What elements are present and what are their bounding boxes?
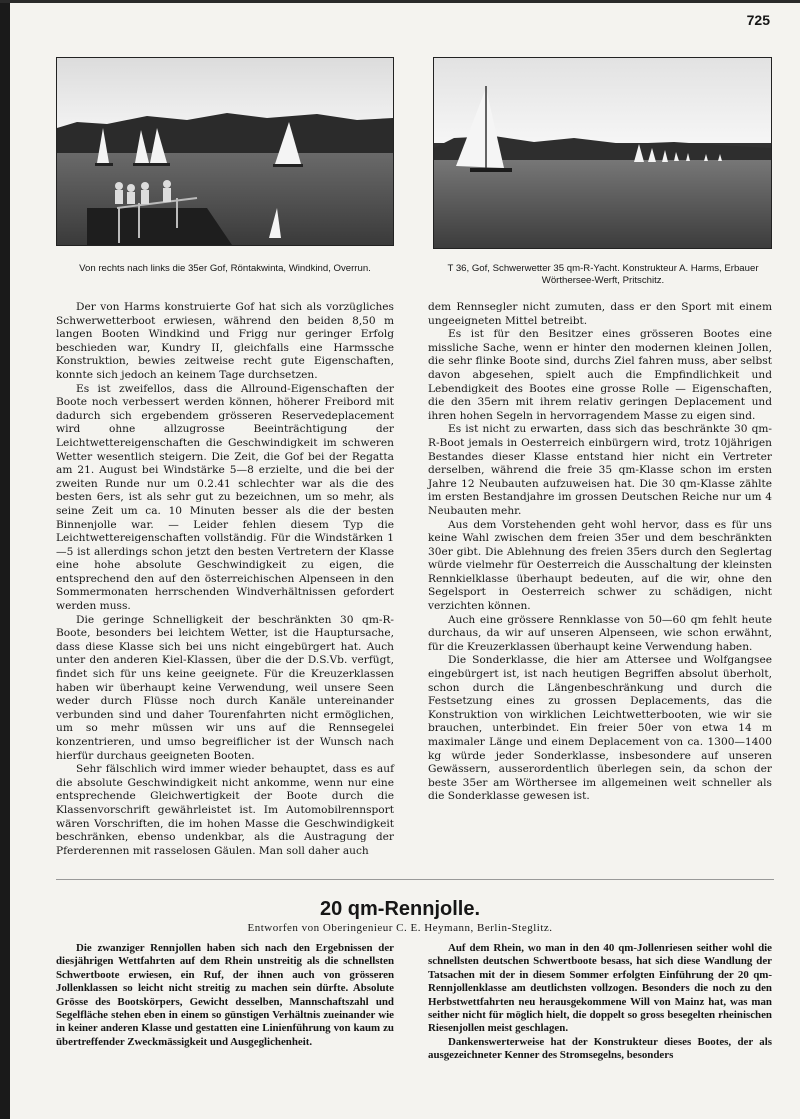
section-title: 20 qm-Rennjolle.: [319, 898, 481, 920]
photo-sailing-yacht: [433, 57, 772, 249]
paragraph: Es ist für den Besitzer eines grösseren Bootes eine missliche Sache, wenn er hinter den modernen kleinen Jollen, die sehr flinke Boote sind, durchs Ziel fahren muss, aber selbst davon abgesehen, spielt auch die Empfindlichkeit und Lebendigkeit des Bootes eine grosse Rolle — Eigenschaften, die den 35ern mit ihrem relativ geringen Deplacement und ihren hohen Segeln in hervorragendem Masse zu eigen sind.: [428, 328, 772, 422]
paragraph: Dankenswerterweise hat der Konstrukteur dieses Bootes, der als ausgezeichneter Kenner des Stromsegelns, besonders: [428, 1035, 772, 1062]
paragraph: Die zwanziger Rennjollen haben sich nach den Ergebnissen der diesjährigen Wettfahrten auf dem Rhein unstreitig als die schnellsten Schwertboote erwiesen, ein Ruf, der ihnen auch von grösseren Jollenklassen so leicht nicht streitig zu machen sein dürfte. Absolute Grösse des Bootskörpers, Gewicht desselben, Mannschaftszahl und Segelfläche stehen eben in einem so günstigen Verhältnis zueinander wie in keiner anderen Klasse und gestatten eine Linienführung von kaum zu übertreffender Zweckmässigkeit und Ausgeglichenheit.: [56, 942, 394, 1048]
paragraph: Es ist zweifellos, dass die Allround-Eigenschaften der Boote noch verbessert werden können, höherer Freibord mit dadurch sich ergebendem grösseren Reservedeplacement wird ohne allzugrosse Beeinträchtigung der Leichtwettereigenschaften die Geschwindigkeit im schweren Wetter wesentlich steigern. Die Zeit, die Gof bei der Regatta am 21. August bei Windstärke 5—8 erzielte, und die bei der zweiten Runde nur um 0.2.41 schlechter war als die des besten 6ers, ist als sehr gut zu bezeichnen, um so mehr, als seine Zeit um ca. 10 Minuten besser als die der besten Binnenjolle war. — Leider fehlen diesem Typ die Leichtwettereigenschaften vollständig. Für die Windstärken 1—5 ist allerdings schon jetzt den besten Vertretern der Klasse eine hohe absolute Geschwindigkeit zu eigen, die entsprechend den auf den österreichischen Alpenseen in den Sommermonaten herrschenden Windverhältnissen gefordert werden muss.: [56, 382, 394, 613]
section-divider: [56, 879, 774, 880]
paragraph: Aus dem Vorstehenden geht wohl hervor, dass es für uns keine Wahl zwischen dem freien 35er und dem beschränkten 30er gibt. Die Ablehnung des freien 35ers durch den Seglertag würde vielmehr für Oesterreich die Ausschaltung der kleinsten Rennkielklasse überhaupt bedeuten, auf die wir, ohne den Segelsport in Oesterreich schwer zu schädigen, nicht verzichten können.: [428, 518, 772, 613]
paragraph: Die geringe Schnelligkeit der beschränkten 30 qm-R-Boote, besonders bei leichtem Wetter, ist die Hauptursache, dass diese Klasse sich bei uns nicht eingebürgert hat. Auch unter den anderen Kiel-Klassen, über die der D.S.Vb. verfügt, findet sich für uns keine geeignete. Für die Kreuzerklassen haben wir überhaupt keine Verwendung, weil unsere Seen weder durch Flüsse noch durch Kanäle untereinander verbunden sind und daher Tourenfahrten nicht ermöglichen, um so mehr müssen wir uns auf die Rennsegelei konzentrieren, und umso begreiflicher ist der Wunsch nach hierfür durchaus geeigneten Booten.: [56, 613, 394, 762]
page-edge-top: [0, 0, 800, 3]
page-number: 725: [746, 12, 770, 28]
article-left-column: [56, 301, 394, 858]
paragraph: Auch eine grössere Rennklasse von 50—60 qm fehlt heute durchaus, da wir auf unseren Alpenseen, wie schon erwähnt, für die Kreuzerklassen überhaupt keine Verwendung haben.: [428, 613, 772, 653]
page-edge: [0, 0, 10, 1119]
paragraph: Auf dem Rhein, wo man in den 40 qm-Jollenriesen seither wohl die schnellsten deutschen Schwertboote besass, hat sich diese Wandlung der Tatsachen mit der in diesem Sommer erfolgten Einführung der 20 qm-Rennjollenklasse am deutlichsten vollzogen. Besonders die noch zu den Herbstwettfahrten neu herausgekommene Will von Mainz hat, was man seither nicht für möglich hielt, die doppelt so gross besegelten rheinischen Riesenjollen meist geschlagen.: [428, 942, 772, 1035]
photo-sailboats-race: [56, 57, 394, 246]
paragraph: Der von Harms konstruierte Gof hat sich als vorzügliches Schwerwetterboot erwiesen, während den beiden 8,50 m langen Booten Windkind und Frigg nur geringer Erfolg beschieden war, Kundry II, gleichfalls eine Harmssche Konstruktion, bewies zeitweise recht gute Eigenschaften, konnte sich jedoch an keinem Tage durchsetzen.: [56, 301, 394, 381]
section-byline: Entworfen von Oberingenieur C. E. Heymann, Berlin-Steglitz.: [247, 922, 553, 934]
paragraph: Sehr fälschlich wird immer wieder behauptet, dass es auf die absolute Geschwindigkeit nicht ankomme, wenn nur eine entsprechende Gleichwertigkeit der Boote durch die Klassenvorschrift gewährleistet ist. Im Automobilrennsport wären Vorschriften, die im hohen Masse die Geschwindigkeit beschränken, ebenso undenkbar, als die Austragung der Pferderennen mit rasselosen Gäulen. Man soll daher auch: [56, 763, 394, 857]
figure-caption-right: T 36, Gof, Schwerwetter 35 qm-R-Yacht. Konstrukteur A. Harms, Erbauer Wörthersee-Werft, Pritschitz.: [447, 263, 759, 286]
figure-caption-left: Von rechts nach links die 35er Gof, Röntakwinta, Windkind, Overrun.: [79, 263, 371, 274]
paragraph: dem Rennsegler nicht zumuten, dass er den Sport mit einem ungeeigneten Mittel betreibt.: [428, 301, 772, 327]
paragraph: Die Sonderklasse, die hier am Attersee und Wolfgangsee eingebürgert ist, ist nach heutigen Begriffen absolut überholt, schon durch die Längenbeschränkung und durch die Festsetzung eines zu grossen Deplacements, das die Konstruktion von wirklichen Leichtwetterbooten, wie wir sie brauchen, unterbindet. Ein freier 50er von etwa 14 m maximaler Länge und einem Deplacement von ca. 1300—1400 kg würde jeder Sonderklasse, insbesondere auf unseren Gewässern, ausserordentlich überlegen sein, da schon der beste 35er am Wörthersee im allgemeinen weit schneller als die Sonderklasse gewesen ist.: [428, 654, 772, 803]
section-right-column: [428, 942, 772, 1063]
paragraph: Es ist nicht zu erwarten, dass sich das beschränkte 30 qm-R-Boot jemals in Oesterreich einbürgern wird, trotz 10jährigen Bestandes dieser Klasse entstand hier nicht ein Vertreter derselben, während die freie 35 qm-Klasse schon im ersten Jahre 12 Neubauten aufzuweisen hat. Die 30 qm-Klasse zählte im ersten Bestandjahre im grossen Deutschen Reiche nur um 4 Neubauten mehr.: [428, 423, 772, 517]
article-right-column: [428, 301, 772, 804]
section-left-column: [56, 942, 394, 1049]
